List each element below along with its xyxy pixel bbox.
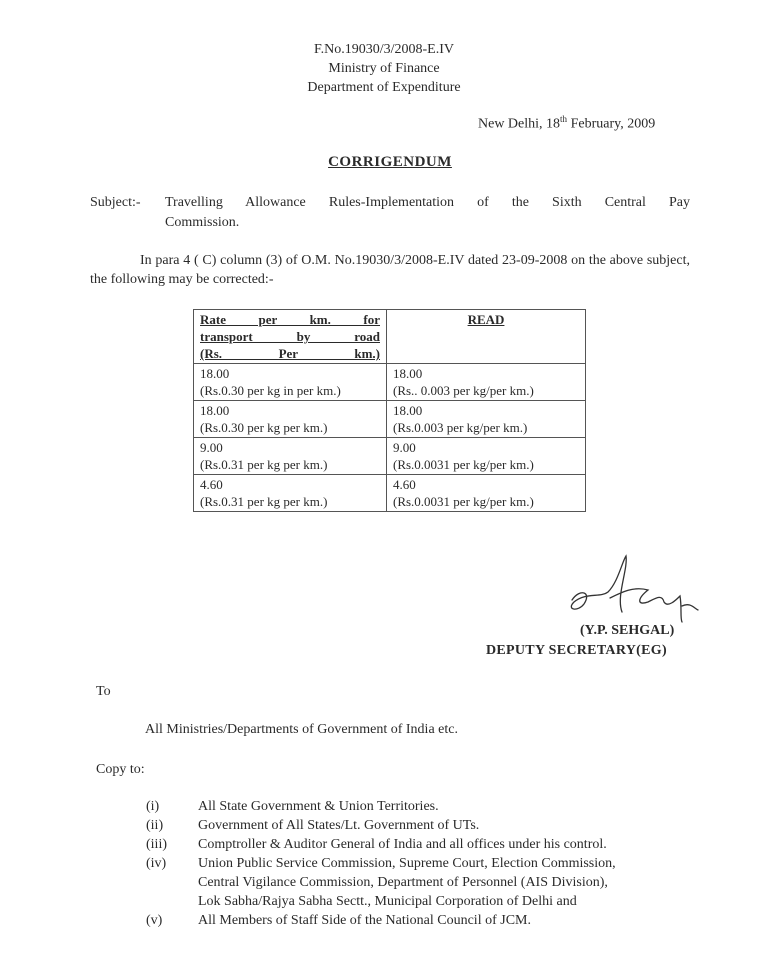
table-row — [194, 364, 586, 401]
subject-line-2: Commission. — [165, 215, 240, 230]
list-item-number: (ii) — [146, 818, 164, 833]
list-item-text: Comptroller & Auditor General of India and all offices under his control. — [198, 837, 607, 852]
list-item-text: All Members of Staff Side of the National Council of JCM. — [198, 913, 531, 928]
document-date: New Delhi, 18th February, 2009 — [478, 114, 656, 132]
table-row — [194, 401, 586, 438]
cell-note: (Rs.. 0.003 per kg/per km.) — [393, 383, 534, 398]
header-cell-rate — [194, 310, 387, 364]
to-label: To — [96, 684, 111, 699]
cell-value: 4.60 — [200, 477, 223, 492]
table-cell — [387, 401, 586, 438]
list-item-text: Government of All States/Lt. Government of UTs. — [198, 818, 480, 833]
header-read-label: READ — [467, 312, 505, 327]
list-item-text: Union Public Service Commission, Supreme Court, Election Commission, — [198, 856, 616, 871]
list-item-number: (v) — [146, 913, 163, 928]
cell-value: 18.00 — [200, 366, 230, 381]
document-title: CORRIGENDUM — [328, 154, 452, 170]
cell-note: (Rs.0.0031 per kg/per km.) — [393, 457, 534, 472]
list-item-number: (iii) — [146, 837, 167, 852]
table-row — [194, 475, 586, 512]
correction-table — [193, 309, 586, 512]
header-rate-line-1: Rate per km. for — [200, 312, 380, 327]
list-item-text: Central Vigilance Commission, Department of Personnel (AIS Division), — [198, 875, 608, 890]
copy-to-label: Copy to: — [96, 762, 145, 777]
cell-note: (Rs.0.31 per kg per km.) — [200, 457, 328, 472]
table-cell — [194, 438, 387, 475]
handwritten-signature — [552, 552, 702, 632]
cell-note: (Rs.0.0031 per kg/per km.) — [393, 494, 534, 509]
cell-note: (Rs.0.30 per kg in per km.) — [200, 383, 341, 398]
cell-value: 9.00 — [200, 440, 223, 455]
cell-note: (Rs.0.30 per kg per km.) — [200, 420, 328, 435]
file-number: F.No.19030/3/2008-E.IV — [313, 42, 455, 57]
table-cell — [387, 438, 586, 475]
list-item-text: All State Government & Union Territories. — [198, 799, 439, 814]
list-item-number: (i) — [146, 799, 160, 814]
signatory-designation: DEPUTY SECRETARY(EG) — [486, 643, 667, 658]
signatory-name: (Y.P. SEHGAL) — [580, 623, 675, 638]
table-cell — [194, 401, 387, 438]
cell-value: 18.00 — [200, 403, 230, 418]
header-rate-line-3: (Rs. Per km.) — [200, 346, 380, 361]
to-recipients: All Ministries/Departments of Government of India etc. — [145, 722, 458, 737]
table-header-row — [194, 310, 586, 364]
table-cell — [194, 475, 387, 512]
body-paragraph: In para 4 ( C) column (3) of O.M. No.19030/3/2008-E.IV dated 23-09-2008 on the above subject, the following may be corrected:- — [90, 253, 690, 287]
table-cell — [387, 364, 586, 401]
table-row — [194, 438, 586, 475]
ministry-name: Ministry of Finance — [328, 61, 440, 76]
list-item-number: (iv) — [146, 856, 167, 871]
cell-note: (Rs.0.31 per kg per km.) — [200, 494, 328, 509]
header-cell-read — [387, 310, 586, 364]
cell-note: (Rs.0.003 per kg/per km.) — [393, 420, 528, 435]
department-name: Department of Expenditure — [307, 80, 461, 95]
cell-value: 18.00 — [393, 403, 423, 418]
cell-value: 9.00 — [393, 440, 416, 455]
subject-line-1: Travelling Allowance Rules-Implementation of the Sixth Central Pay — [165, 195, 690, 210]
table-cell — [387, 475, 586, 512]
subject-label: Subject:- — [90, 195, 141, 210]
cell-value: 18.00 — [393, 366, 423, 381]
table-cell — [194, 364, 387, 401]
cell-value: 4.60 — [393, 477, 416, 492]
list-item-text: Lok Sabha/Rajya Sabha Sectt., Municipal Corporation of Delhi and — [198, 894, 577, 909]
header-rate-line-2: transport by road — [200, 329, 380, 344]
